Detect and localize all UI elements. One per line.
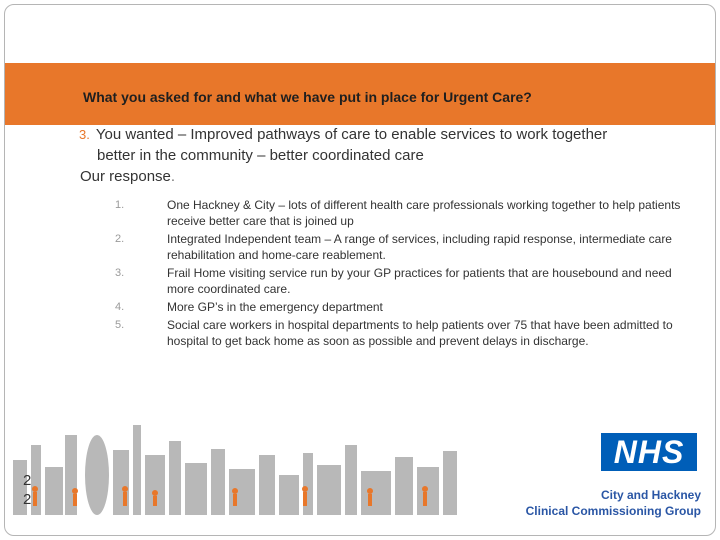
- list-text: One Hackney & City – lots of different health care professionals working together to help patients receive better care that is joined up: [167, 198, 681, 228]
- list-number: 1.: [115, 199, 125, 211]
- list-text: Frail Home visiting service run by your GP practices for patients that are housebound and need more coordinated care.: [167, 266, 672, 296]
- point-number: 3.: [79, 127, 90, 142]
- response-heading: [80, 168, 175, 185]
- list-item: [115, 231, 685, 263]
- response-dot: .: [170, 168, 176, 185]
- slide: [4, 4, 716, 536]
- list-number: 3.: [115, 267, 125, 279]
- list-item: [115, 197, 685, 229]
- list-number: 4.: [115, 301, 125, 313]
- slide-number-digit: 2: [23, 491, 32, 508]
- point-line-1: You wanted – Improved pathways of care to enable services to work together: [95, 126, 608, 143]
- slide-title: What you asked for and what we have put in place for Urgent Care?: [83, 89, 532, 105]
- ccg-line-1: City and Hackney: [600, 488, 701, 502]
- ccg-line-2: Clinical Commissioning Group: [525, 504, 701, 518]
- list-number: 2.: [115, 233, 125, 245]
- list-item: [115, 317, 685, 349]
- list-item: [115, 299, 685, 315]
- ccg-name: [526, 487, 701, 519]
- slide-number: [23, 471, 31, 509]
- list-text: Integrated Independent team – A range of services, including rapid response, intermediate care rehabilitation and home-care reablement.: [167, 232, 672, 262]
- city-skyline-illustration: [5, 405, 475, 515]
- point-line-2: better in the community – better coordinated care: [97, 147, 424, 164]
- list-text: Social care workers in hospital departments to help patients over 75 that have been admitted to hospital to get back home as soon as possible and prevent delays in discharge.: [167, 318, 673, 348]
- point-3: [79, 124, 699, 166]
- response-label: Our response: [80, 168, 171, 185]
- list-text: More GP’s in the emergency department: [167, 300, 383, 314]
- list-item: [115, 265, 685, 297]
- slide-number-digit: 2: [23, 472, 32, 489]
- list-number: 5.: [115, 319, 125, 331]
- nhs-logo: NHS: [601, 433, 697, 471]
- response-list: [115, 197, 685, 351]
